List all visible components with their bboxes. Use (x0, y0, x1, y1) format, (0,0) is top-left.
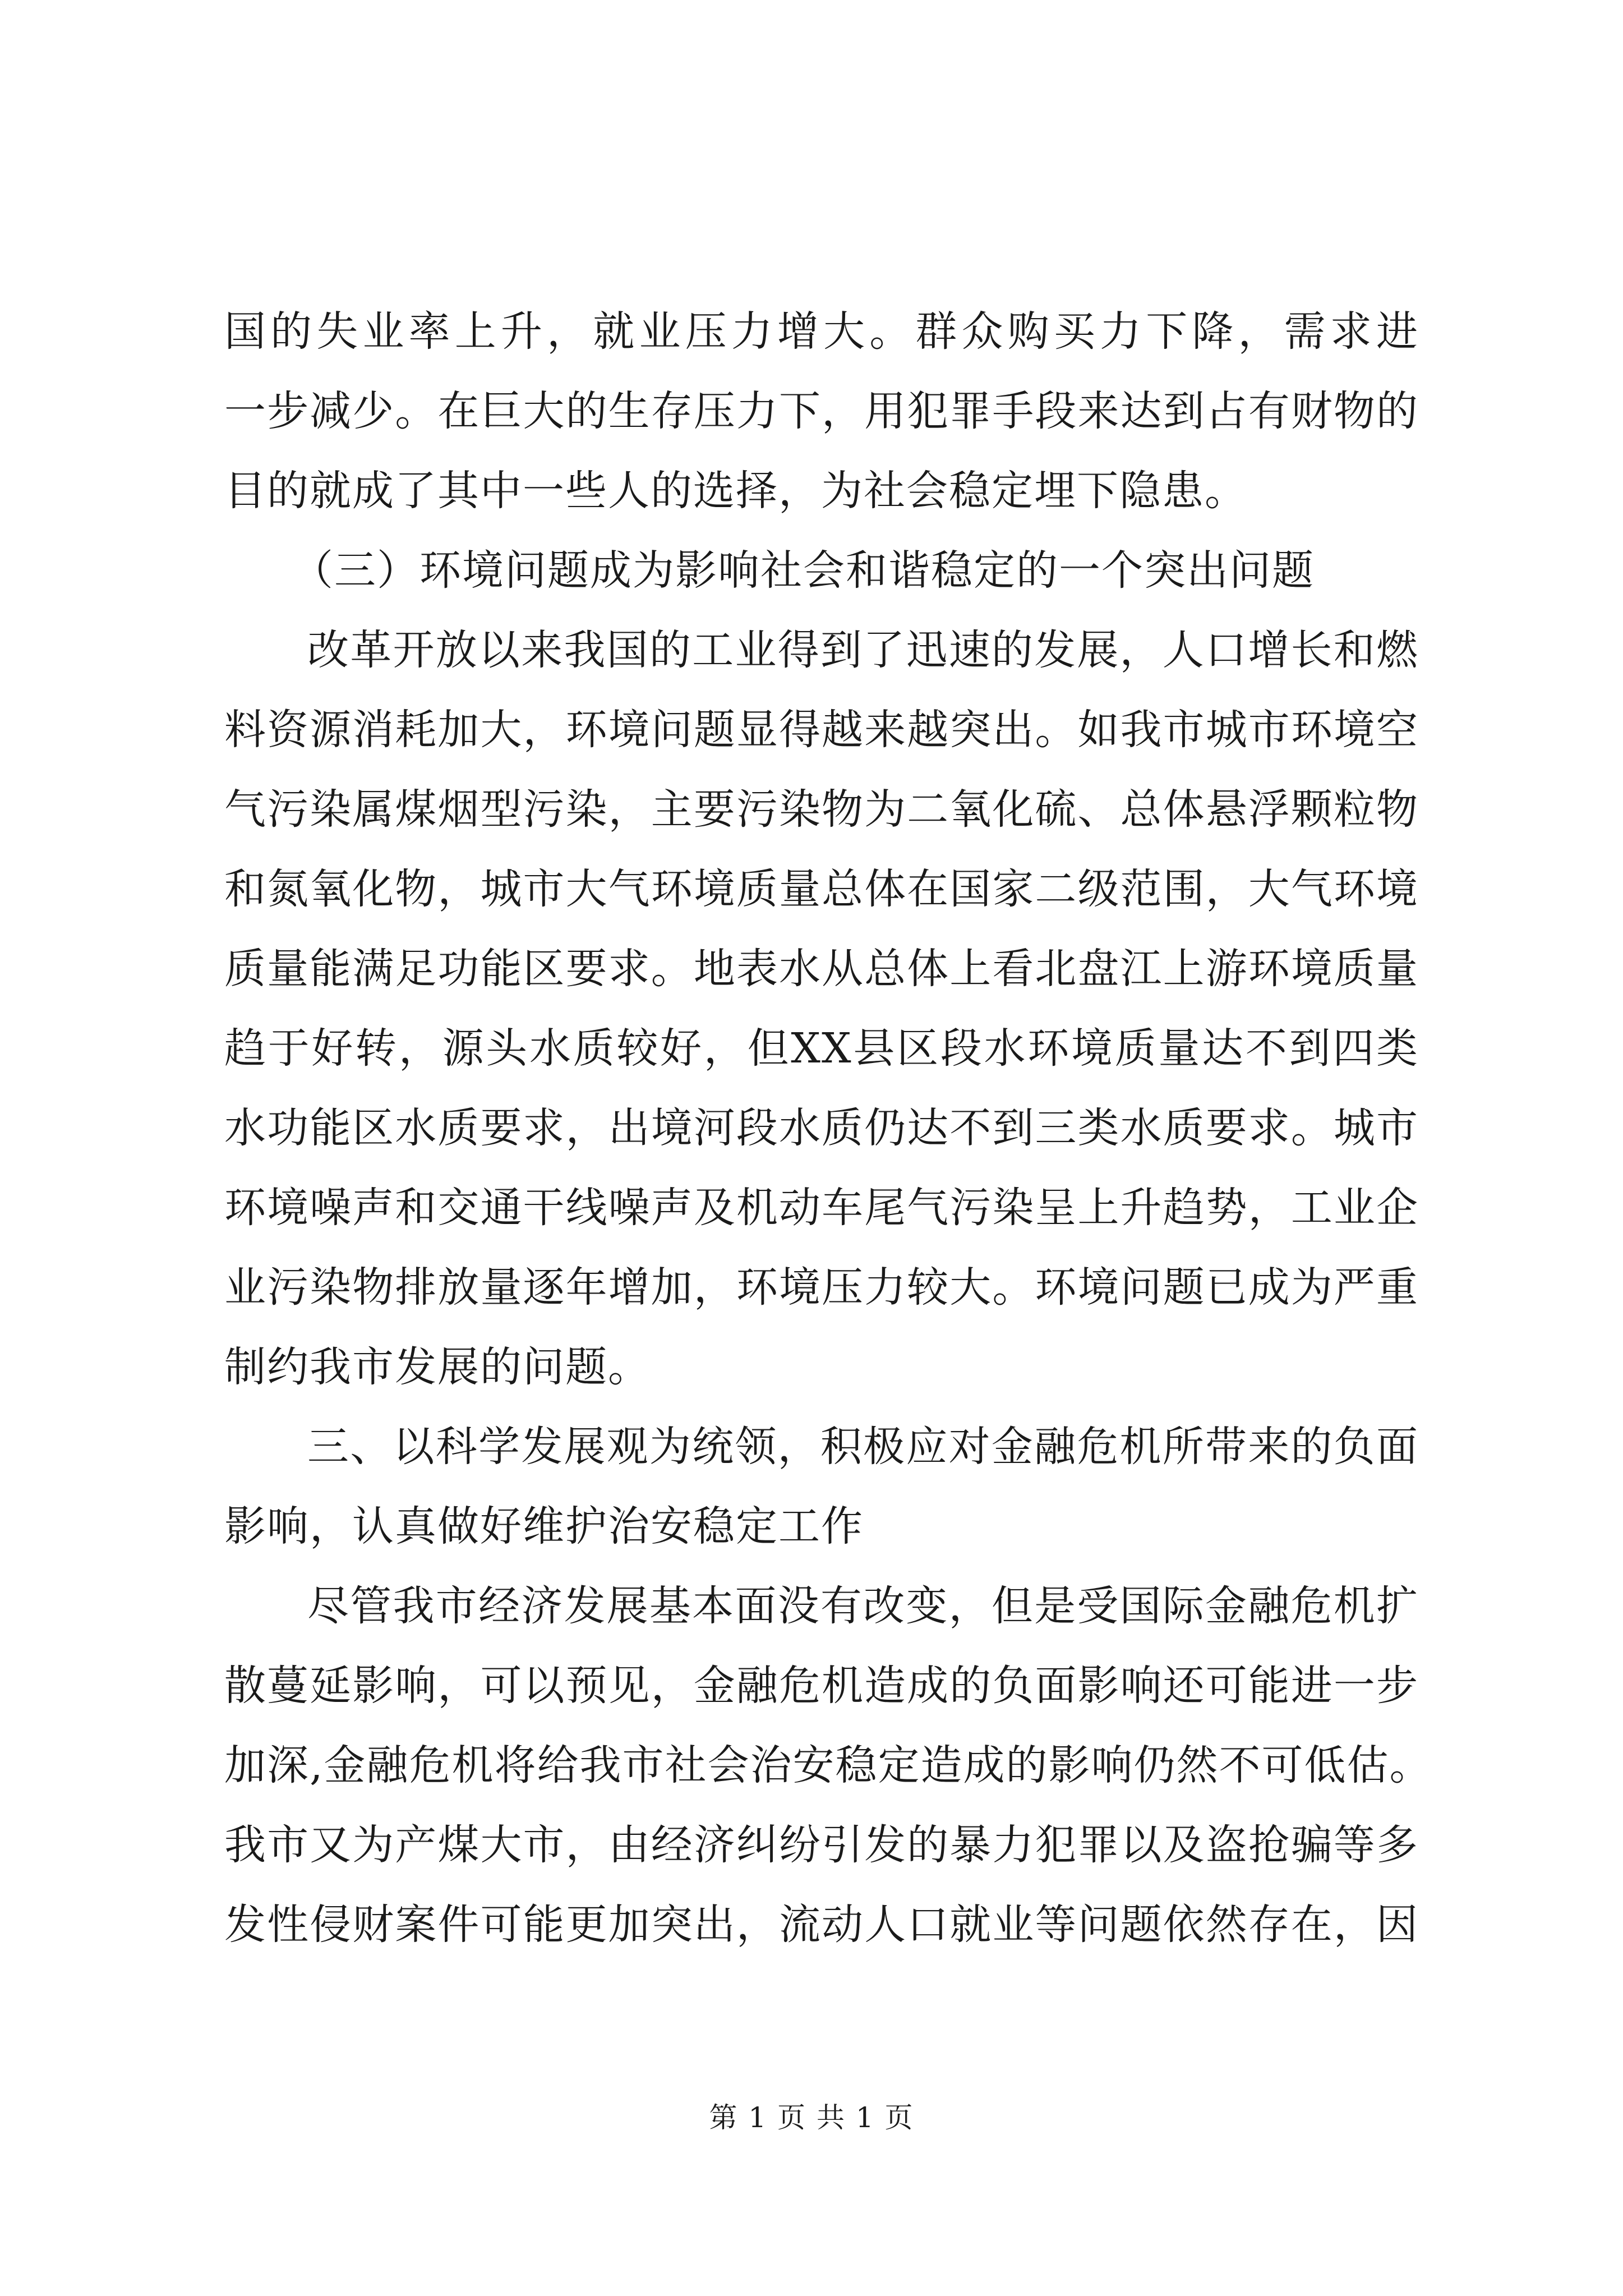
text-line: 和氮氧化物，城市大气环境质量总体在国家二级范围，大气环境 (224, 865, 1419, 913)
text-line: 改革开放以来我国的工业得到了迅速的发展，人口增长和燃 (307, 626, 1419, 674)
document-body (224, 292, 1432, 1964)
text-line: 尽管我市经济发展基本面没有改变，但是受国际金融危机扩 (307, 1582, 1419, 1630)
section-heading: 影响，认真做好维护治安稳定工作 (224, 1502, 864, 1550)
text-line: 水功能区水质要求，出境河段水质仍达不到三类水质要求。城市 (224, 1104, 1419, 1152)
text-line: 气污染属煤烟型污染，主要污染物为二氧化硫、总体悬浮颗粒物 (224, 785, 1419, 834)
text-line: 业污染物排放量逐年增加，环境压力较大。环境问题已成为严重 (224, 1263, 1419, 1312)
text-line: 料资源消耗加大，环境问题显得越来越突出。如我市城市环境空 (224, 706, 1419, 754)
page-number-footer: 第 1 页 共 1 页 (709, 2101, 914, 2134)
text-line: 环境噪声和交通干线噪声及机动车尾气污染呈上升趋势，工业企 (224, 1184, 1419, 1232)
text-line: 目的就成了其中一些人的选择，为社会稳定埋下隐患。 (224, 467, 1247, 515)
text-line: 加深,金融危机将给我市社会治安稳定造成的影响仍然不可低估。 (224, 1741, 1432, 1789)
text-line: 散蔓延影响，可以预见，金融危机造成的负面影响还可能进一步 (224, 1662, 1419, 1710)
text-line: 制约我市发展的问题。 (224, 1343, 651, 1391)
text-line: 国的失业率上升，就业压力增大。群众购买力下降，需求进 (224, 307, 1419, 356)
text-line: 一步减少。在巨大的生存压力下，用犯罪手段来达到占有财物的 (224, 387, 1419, 435)
text-line: 我市又为产煤大市，由经济纠纷引发的暴力犯罪以及盗抢骗等多 (224, 1821, 1419, 1869)
section-heading: （三）环境问题成为影响社会和谐稳定的一个突出问题 (292, 546, 1315, 595)
text-line: 质量能满足功能区要求。地表水从总体上看北盘江上游环境质量 (224, 945, 1419, 993)
text-line: 趋于好转，源头水质较好，但XX县区段水环境质量达不到四类 (224, 1024, 1419, 1073)
text-line: 发性侵财案件可能更加突出，流动人口就业等问题依然存在，因 (224, 1901, 1419, 1949)
section-heading: 三、以科学发展观为统领，积极应对金融危机所带来的负面 (307, 1423, 1419, 1471)
